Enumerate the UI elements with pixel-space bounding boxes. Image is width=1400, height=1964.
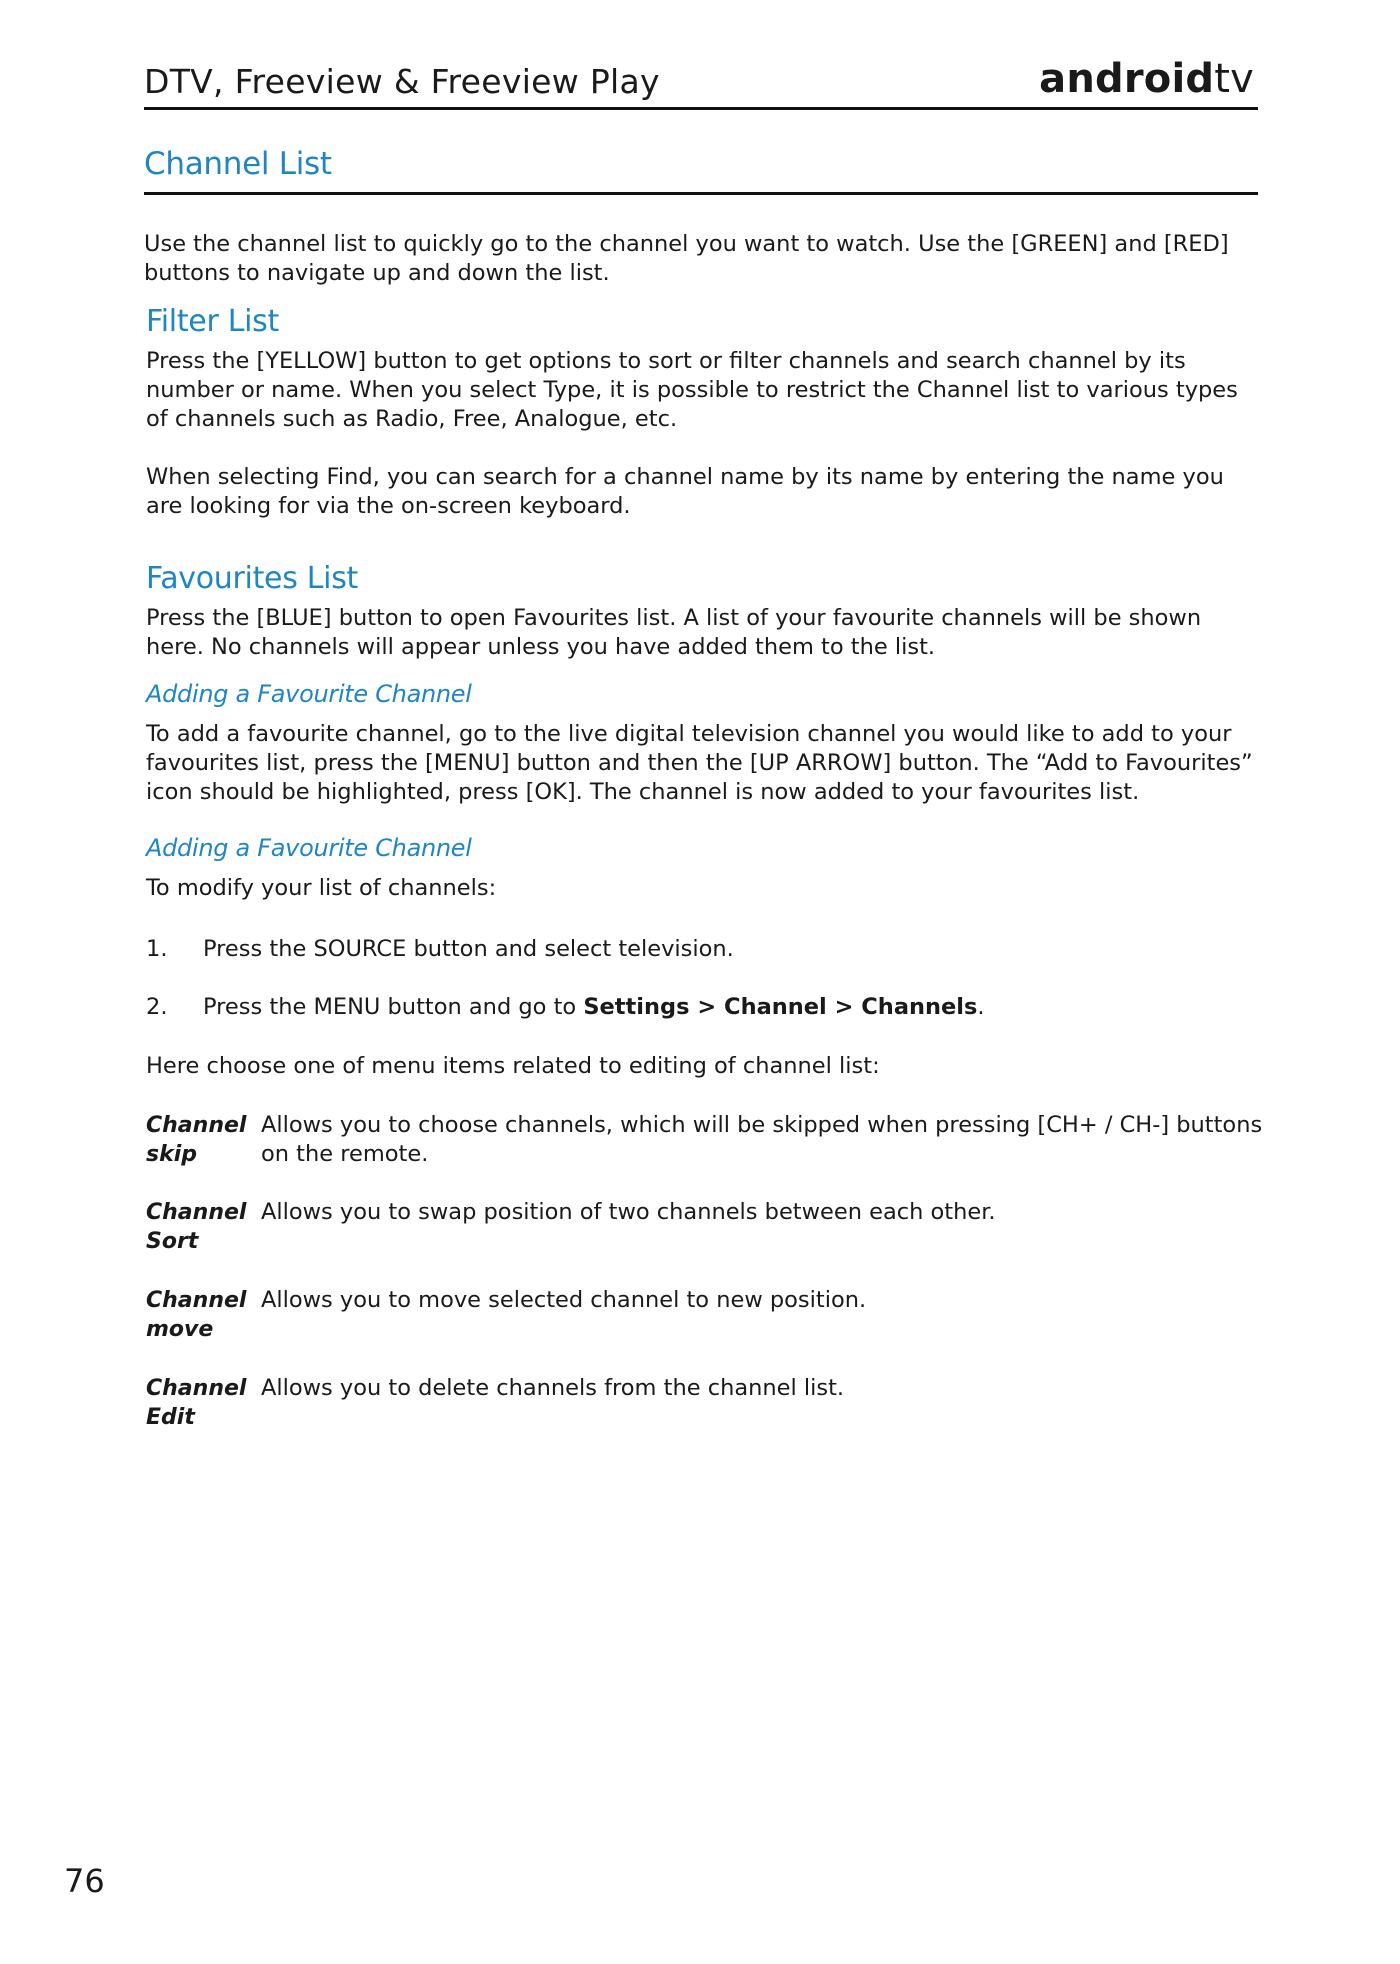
term-line: move	[146, 1317, 214, 1342]
desc-channel-skip: Allows you to choose channels, which will be skipped when pressing [CH+ / CH-] buttons on the remote.	[261, 1112, 1263, 1167]
term-line: Channel	[146, 1200, 247, 1225]
filter-paragraph-2: When selecting Find, you can search for a channel name by its name by entering the name you are looking for via the on-screen keyboard.	[146, 464, 1224, 519]
term-line: Edit	[146, 1405, 195, 1430]
term-channel-move	[146, 1286, 246, 1344]
step-text-2	[203, 994, 985, 1020]
term-line: Channel	[146, 1113, 247, 1138]
term-line: Channel	[146, 1376, 247, 1401]
step-2-prefix: Press the MENU button and go to	[203, 994, 584, 1020]
term-channel-sort	[146, 1198, 246, 1256]
page-number: 76	[64, 1862, 105, 1900]
favourites-paragraph: Press the [BLUE] button to open Favourites list. A list of your favourite channels will be shown here. No channels will appear unless you have added them to the list.	[146, 605, 1202, 660]
term-line: Channel	[146, 1288, 247, 1313]
adding-favourite-heading-1: Adding a Favourite Channel	[146, 680, 472, 708]
step-number-2: 2.	[146, 994, 168, 1020]
desc-channel-edit: Allows you to delete channels from the channel list.	[261, 1375, 845, 1401]
logo-tv-text: tv	[1214, 56, 1254, 102]
favourites-list-heading: Favourites List	[146, 561, 359, 596]
desc-channel-sort: Allows you to swap position of two channels between each other.	[261, 1199, 996, 1225]
section-rule	[144, 192, 1258, 195]
settings-path: Settings > Channel > Channels	[583, 994, 978, 1020]
logo-android-text: android	[1039, 56, 1215, 102]
androidtv-logo	[1039, 56, 1254, 102]
header-title: DTV, Freeview & Freeview Play	[144, 62, 660, 101]
term-line: skip	[146, 1142, 198, 1167]
choose-paragraph: Here choose one of menu items related to editing of channel list:	[146, 1053, 880, 1079]
filter-paragraph-1: Press the [YELLOW] button to get options to sort or filter channels and search channel by its number or name. When you select Type, it is possible to restrict the Channel list to various types of channels such as Radio, Free, Analogue, etc.	[146, 348, 1238, 432]
intro-paragraph: Use the channel list to quickly go to the channel you want to watch. Use the [GREEN] and [RED] buttons to navigate up and down the list.	[144, 231, 1229, 286]
term-channel-edit	[146, 1374, 246, 1432]
term-line: Sort	[146, 1229, 199, 1254]
modify-list-paragraph: To modify your list of channels:	[146, 875, 497, 901]
adding-favourite-heading-2: Adding a Favourite Channel	[146, 834, 472, 862]
desc-channel-move: Allows you to move selected channel to new position.	[261, 1287, 867, 1313]
step-text-1: Press the SOURCE button and select television.	[203, 936, 734, 962]
header-rule	[144, 107, 1258, 110]
filter-list-heading: Filter List	[146, 304, 279, 339]
term-channel-skip	[146, 1111, 246, 1169]
section-title: Channel List	[144, 146, 332, 182]
step-2-suffix: .	[977, 994, 985, 1020]
step-number-1: 1.	[146, 936, 168, 962]
adding-favourite-paragraph: To add a favourite channel, go to the live digital television channel you would like to add to your favourites list, press the [MENU] button and then the [UP ARROW] button. The “Add to Favourites” icon should be highlighted, press [OK]. The channel is now added to your favourites list.	[146, 721, 1253, 805]
